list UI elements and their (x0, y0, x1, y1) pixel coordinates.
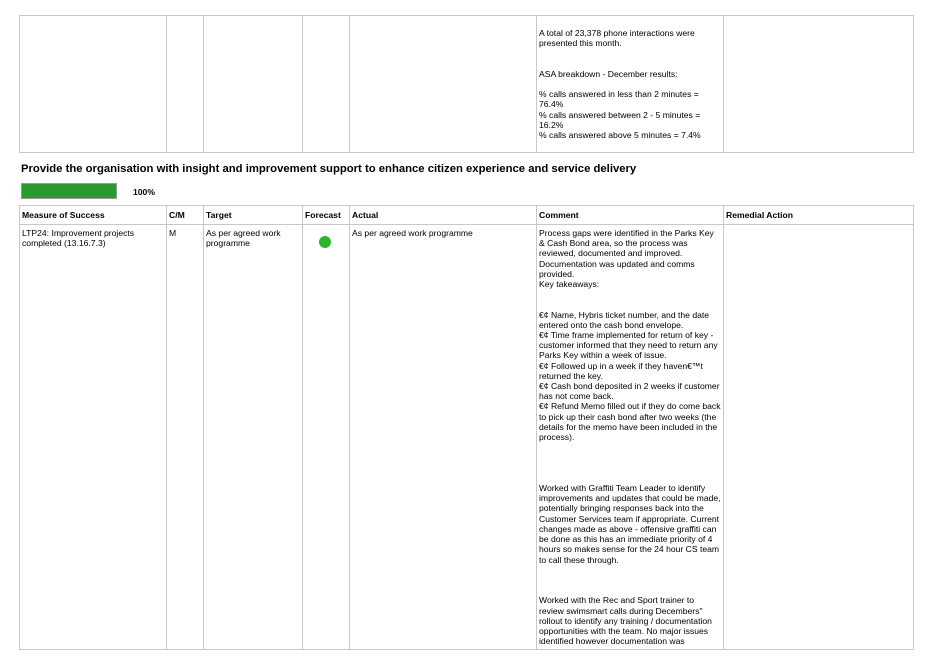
cm-cell: M (167, 225, 204, 650)
remedial-cell (724, 16, 914, 153)
comment-cell: A total of 23,378 phone interactions were presented this month. ASA breakdown - December results: % calls answered in less than 2 minutes = 76.4% % calls answered between 2 - 5 minutes = 16.2% % calls answered above 5 minutes = 7.4% (537, 16, 724, 153)
forecast-cell (303, 16, 350, 153)
progress-percent: 100% (133, 187, 155, 197)
cm-cell (167, 16, 204, 153)
previous-measure-table (19, 15, 914, 153)
header-remedial: Remedial Action (724, 206, 914, 225)
remedial-cell (724, 225, 914, 650)
header-comment: Comment (537, 206, 724, 225)
actual-cell: As per agreed work programme (350, 225, 537, 650)
progress-bar (21, 183, 117, 199)
header-forecast: Forecast (303, 206, 350, 225)
table-row (20, 225, 914, 650)
header-row (20, 206, 914, 225)
section-title: Provide the organisation with insight and improvement support to enhance citizen experience and service delivery (21, 163, 637, 175)
measure-cell (20, 16, 167, 153)
forecast-status-dot (319, 236, 331, 248)
comment-cell: Process gaps were identified in the Parks Key & Cash Bond area, so the process was reviewed, documented and improved. Documentation was updated and comms provided. Key takeaways: €¢ Name, Hybris ticket number, and the date entered onto the cash bond envelope. €¢ Time frame implemented for return of key - customer informed that they need to return any Parks Key within a week of issue. €¢ Followed up in a week if they haven€™t returned the key. €¢ Cash bond deposited in 2 weeks if customer has not come back. €¢ Refund Memo filled out if they do come back to pick up their cash bond after two weeks (the details for the memo have been included in the process). Worked with Graffiti Team Leader to identify improvements and updates that could be made, potentially bringing responses back into the Customer Services team if appropriate. Current changes made as above - offensive graffiti can be done as this has an immediate priority of 4 hours so makes sense for the 24 hour CS team to call these through. Worked with the Rec and Sport trainer to review swimsmart calls during Decembers" rollout to identify any training / documentation opportunities with the team. No major issues identified however documentation was (537, 225, 724, 650)
target-cell: As per agreed work programme (204, 225, 303, 650)
actual-cell (350, 16, 537, 153)
header-target: Target (204, 206, 303, 225)
forecast-cell (303, 225, 350, 650)
header-measure: Measure of Success (20, 206, 167, 225)
table-row (20, 16, 914, 153)
progress-fill (22, 184, 116, 198)
measure-table (19, 205, 914, 650)
header-cm: C/M (167, 206, 204, 225)
target-cell (204, 16, 303, 153)
header-actual: Actual (350, 206, 537, 225)
measure-cell: LTP24: Improvement projects completed (13.16.7.3) (20, 225, 167, 650)
